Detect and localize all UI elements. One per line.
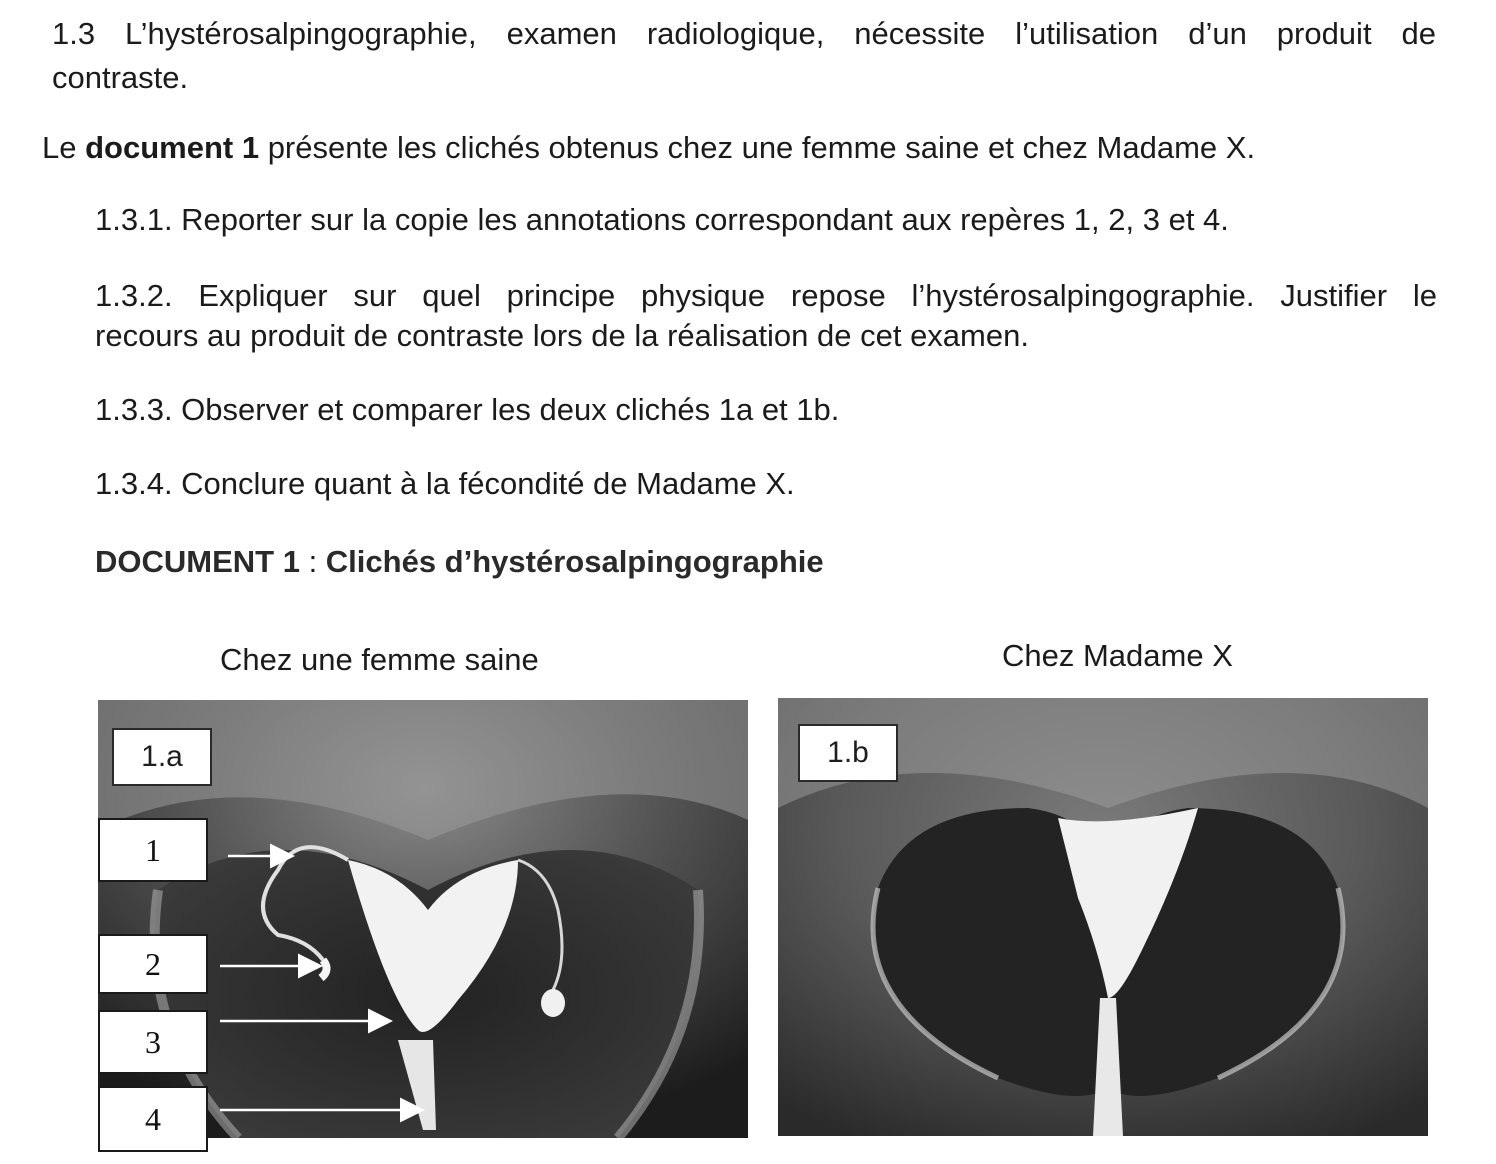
- marker-box-2: 2: [98, 934, 208, 994]
- figure-tag-1a: 1.a: [112, 728, 212, 786]
- document-separator: :: [299, 544, 326, 579]
- item-1-3-2-line-2: recours au produit de contraste lors de la réalisation de cet examen.: [95, 318, 1029, 353]
- intro-suffix: présente les clichés obtenus chez une femme saine et chez Madame X.: [259, 130, 1256, 165]
- item-1-3-4: 1.3.4. Conclure quant à la fécondité de Madame X.: [95, 466, 795, 501]
- caption-left: Chez une femme saine: [220, 642, 539, 677]
- document-title: Clichés d’hystérosalpingographie: [325, 544, 824, 579]
- marker-box-4: 4: [98, 1086, 208, 1152]
- document-label: DOCUMENT 1: [95, 544, 300, 579]
- intro-prefix: Le: [42, 130, 86, 165]
- item-1-3-1: 1.3.1. Reporter sur la copie les annotations correspondant aux repères 1, 2, 3 et 4.: [95, 202, 1229, 237]
- item-1-3-2-line-1: 1.3.2. Expliquer sur quel principe physique repose l’hystérosalpingographie. Justifier le: [95, 278, 1437, 313]
- question-line-1: 1.3 L’hystérosalpingographie, examen radiologique, nécessite l’utilisation d’un produit de: [52, 16, 1436, 51]
- marker-box-1: 1: [98, 818, 208, 882]
- question-line-2: contraste.: [52, 60, 189, 95]
- intro-bold: document 1: [85, 130, 260, 165]
- marker-box-3: 3: [98, 1010, 208, 1074]
- caption-right: Chez Madame X: [1002, 638, 1233, 673]
- item-1-3-3: 1.3.3. Observer et comparer les deux clichés 1a et 1b.: [95, 392, 840, 427]
- figure-tag-1b: 1.b: [798, 724, 898, 782]
